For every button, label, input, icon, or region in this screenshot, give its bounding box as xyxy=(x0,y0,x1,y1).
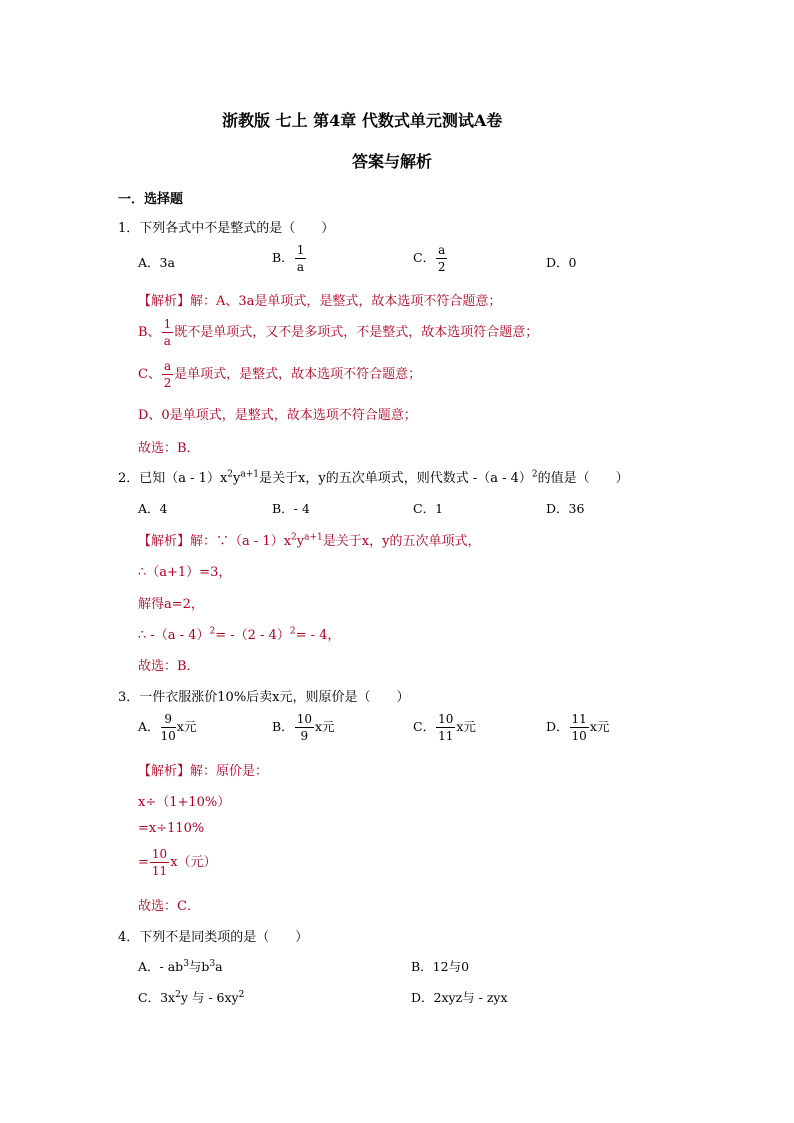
q2-stem: 2．已知$(a - 1)x^2y^{a+1}$是关于x，y的五次单项式，则代数式 -（a - 4）$^2$的值是（ ） xyxy=(118,469,629,486)
q2-analysis-line4: ∴ -（a - 4）$^2$= -（2 - 4）$^2$= - 4， xyxy=(138,626,341,643)
page-subtitle: 答案与解析 xyxy=(352,152,433,171)
q2-analysis-line2: ∴（a+1）=3， xyxy=(138,565,232,580)
q3-option-c: C． $\frac{10}{11}$ x元 xyxy=(413,712,476,743)
q2-analysis-line3: 解得a=2， xyxy=(138,597,204,612)
q1-option-c: C． $\frac{a}{2}$ xyxy=(413,243,446,274)
q4-option-c: C．$3x^2y$ 与 - $6xy^2$ xyxy=(138,989,245,1005)
q3-option-d: D． $\frac{11}{10}$ x元 xyxy=(546,712,610,743)
q3-analysis-line2: x÷（1+10%） xyxy=(138,795,231,810)
q3-analysis-line1: 【解析】解：原价是： xyxy=(138,764,269,779)
q2-analysis-line1: 【解析】解：∵（a - $1)x^2y^{a+1}$是关于x，y的五次单项式， xyxy=(138,532,481,549)
q3-option-b: B． $\frac{10}{9}$ x元 xyxy=(272,712,335,743)
q1-analysis-line4: D、0是单项式，是整式，故本选项不符合题意； xyxy=(138,408,417,423)
q1-analysis-line2: B、 $\frac{1}{a}$ 既不是单项式，又不是多项式，不是整式，故本选项符合题意； xyxy=(138,317,539,348)
q3-stem: 3．一件衣服涨价10%后卖x元，则原价是（ ） xyxy=(118,690,410,705)
q4-stem: 4．下列不是同类项的是（ ） xyxy=(118,930,309,945)
page-title: 浙教版 七上 第4章 代数式单元测试A卷 xyxy=(222,111,503,130)
q2-option-a: A．4 xyxy=(138,501,168,516)
q3-analysis-line4: = $\frac{10}{11}$ x（元） xyxy=(138,847,217,878)
q1-answer: 故选：B． xyxy=(138,441,200,456)
q3-option-a: A． $\frac{9}{10}$ x元 xyxy=(138,712,197,743)
q4-option-a: A．- $ab^3$与$b^3a$ xyxy=(138,958,223,974)
q4-option-b: B．12与0 xyxy=(411,959,470,974)
q2-answer: 故选：B． xyxy=(138,659,200,674)
q1-analysis-line3: C、 $\frac{a}{2}$ 是单项式，是整式，故本选项不符合题意； xyxy=(138,359,422,390)
section-heading: 一．选择题 xyxy=(118,192,184,207)
q1-option-d: D．0 xyxy=(546,255,577,270)
q1-option-b: B． $\frac{1}{a}$ xyxy=(272,243,305,274)
q1-option-a: A．3a xyxy=(138,255,175,270)
q1-analysis-line1: 【解析】解：A、3a是单项式，是整式，故本选项不符合题意； xyxy=(138,294,502,309)
q3-answer: 故选：C． xyxy=(138,899,200,914)
q4-option-d: D．2xyz与 - zyx xyxy=(411,990,508,1005)
q1-stem: 1．下列各式中不是整式的是（ ） xyxy=(118,221,335,236)
q3-analysis-line3: =x÷110% xyxy=(138,821,205,836)
q2-option-c: C．1 xyxy=(413,501,444,516)
q2-option-b: B．- 4 xyxy=(272,501,310,516)
q2-option-d: D．36 xyxy=(546,501,585,516)
